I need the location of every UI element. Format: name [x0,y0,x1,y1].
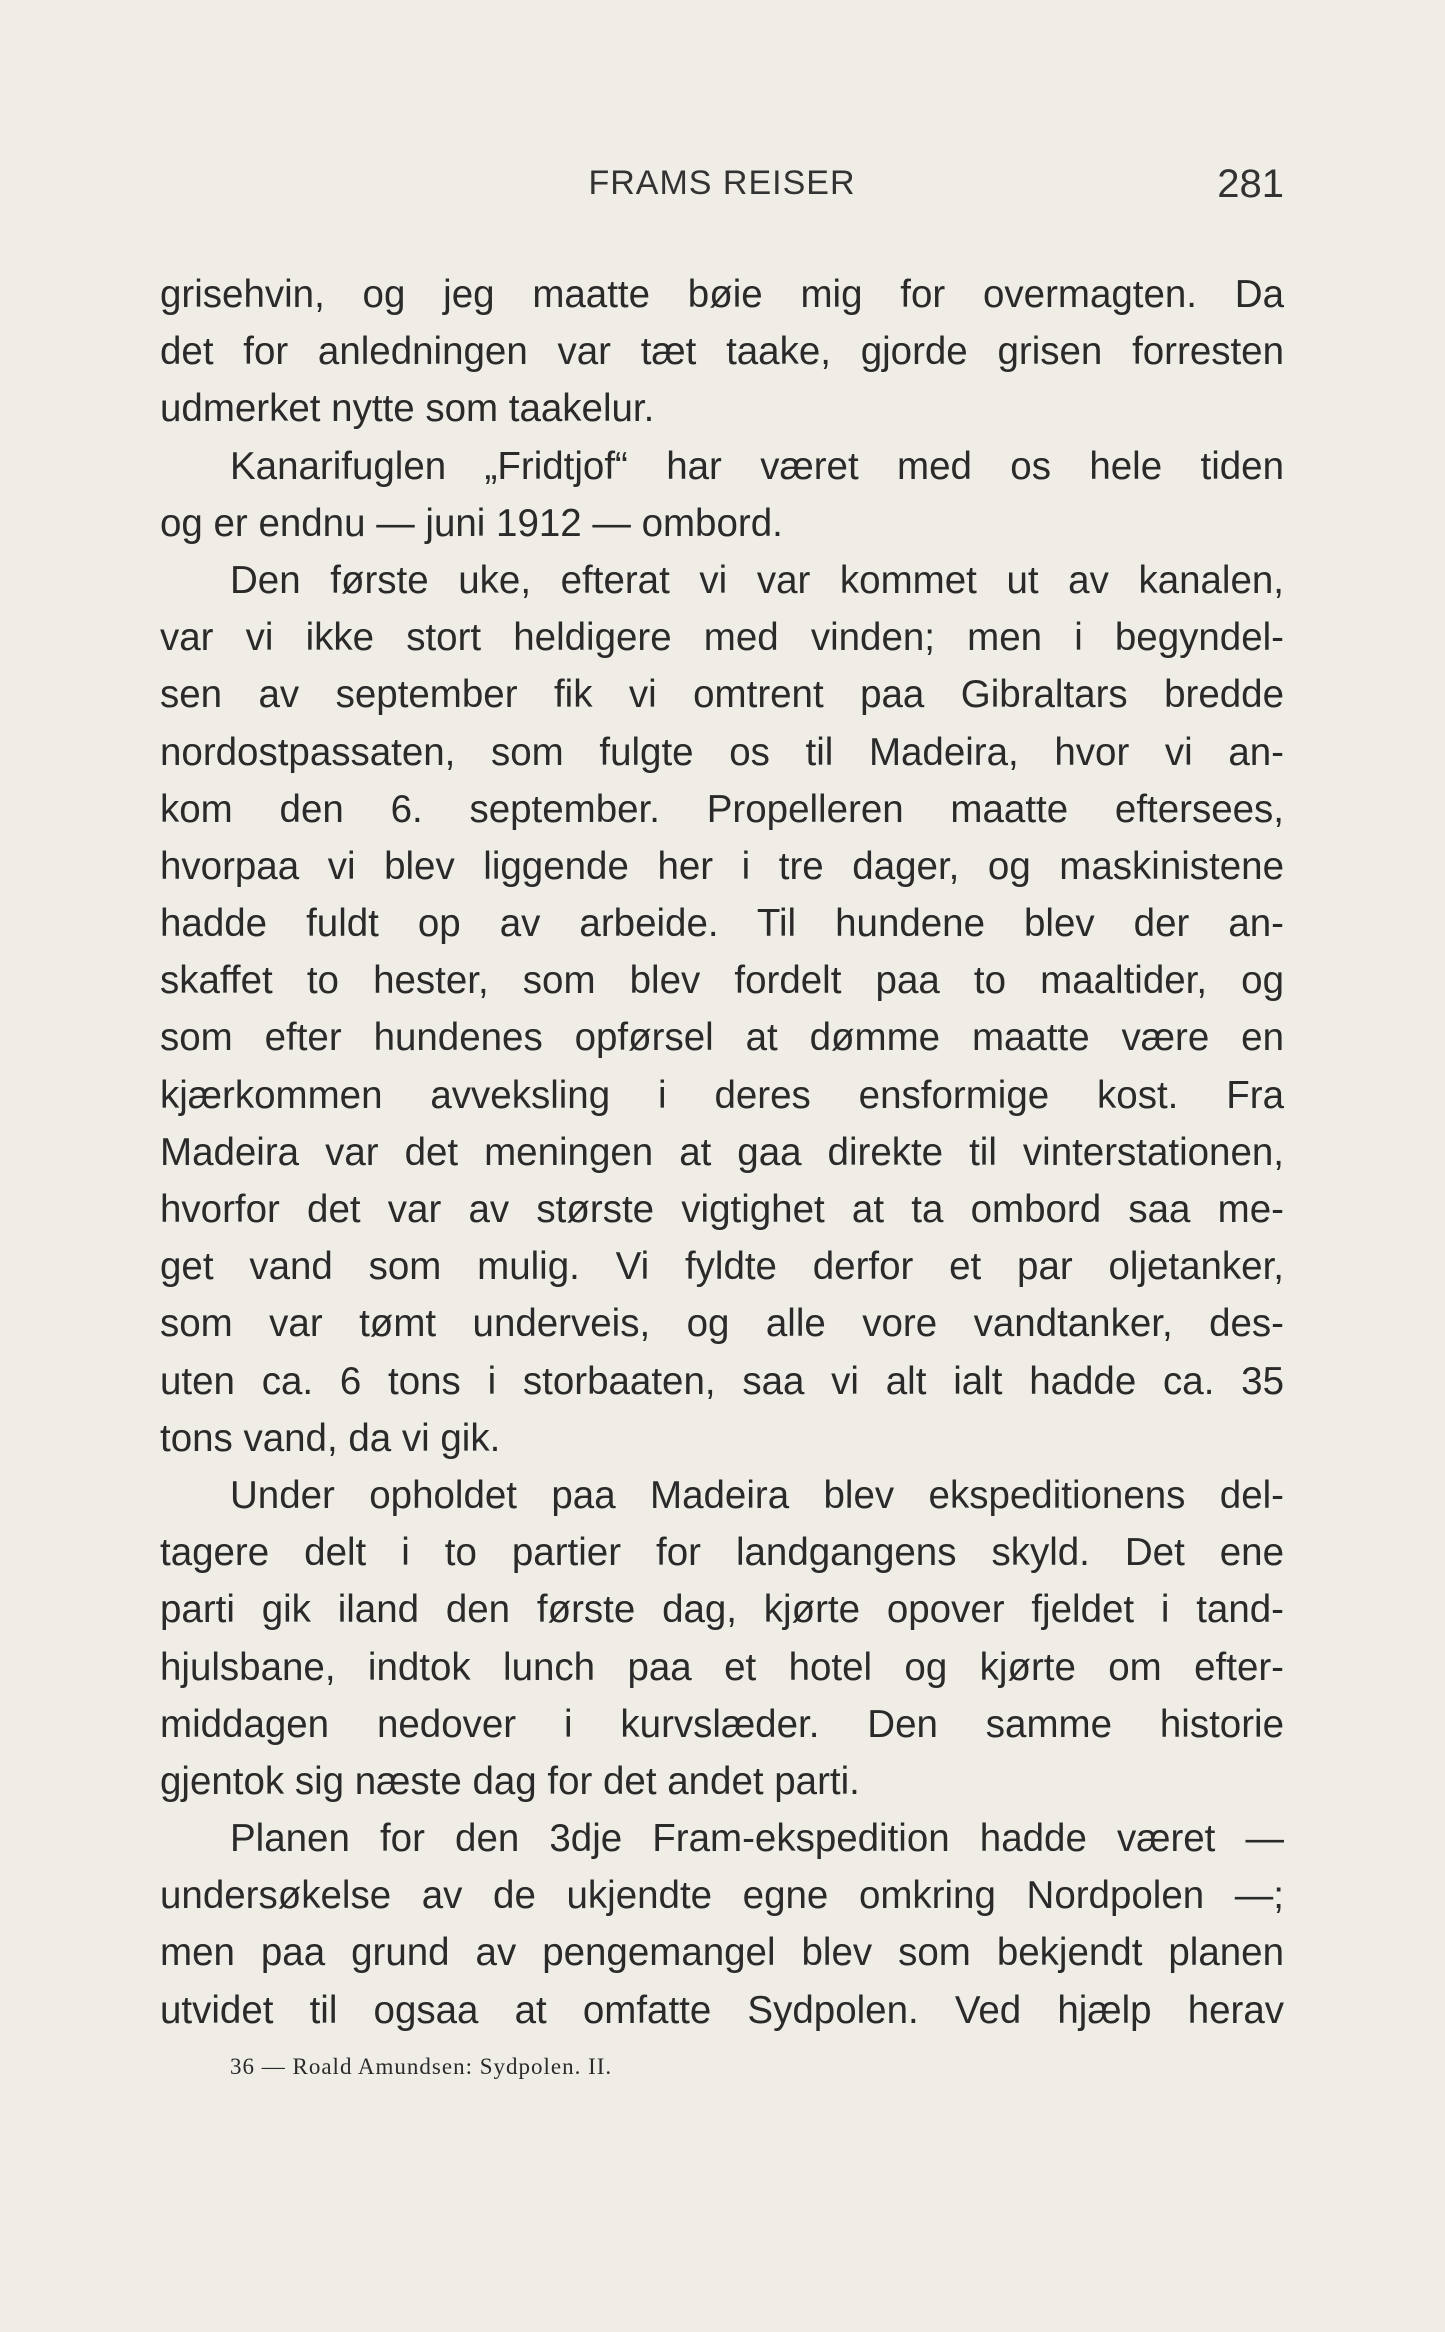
text-line: hadde fuldt op av arbeide. Til hundene blev der an- [160,902,1284,946]
page-number: 281 [1217,162,1284,206]
text-line: undersøkelse av de ukjendte egne omkring Nordpolen —; [160,1874,1284,1918]
text-line: sen av september fik vi omtrent paa Gibraltars bredde [160,673,1284,717]
text-line: tagere delt i to partier for landgangens skyld. Det ene [160,1531,1284,1575]
text-line: gjentok sig næste dag for det andet parti. [160,1759,860,1803]
text-line: skaffet to hester, som blev fordelt paa to maaltider, og [160,959,1284,1003]
text-line: Planen for den 3dje Fram-ekspedition hadde været — [230,1817,1284,1861]
text-line: utvidet til ogsaa at omfatte Sydpolen. Ved hjælp herav [160,1988,1284,2032]
text-line: hvorpaa vi blev liggende her i tre dager, og maskinistene [160,844,1284,888]
text-line: og er endnu — juni 1912 — ombord. [160,501,783,545]
text-line: som efter hundenes opførsel at dømme maatte være en [160,1016,1284,1060]
running-title: FRAMS REISER [588,164,856,202]
text-line: udmerket nytte som taakelur. [160,387,655,431]
text-line: det for anledningen var tæt taake, gjorde grisen forresten [160,330,1284,374]
text-line: kom den 6. september. Propelleren maatte eftersees, [160,787,1284,831]
text-line: var vi ikke stort heldigere med vinden; men i begyndel- [160,616,1284,660]
text-line: nordostpassaten, som fulgte os til Madeira, hvor vi an- [160,730,1284,774]
text-line: Kanarifuglen „Fridtjof“ har været med os hele tiden [230,444,1284,488]
text-line: get vand som mulig. Vi fyldte derfor et par oljetanker, [160,1245,1284,1289]
body-text [160,266,1284,2039]
signature-mark: 36 — Roald Amundsen: Sydpolen. II. [230,2054,613,2079]
text-line: tons vand, da vi gik. [160,1416,501,1460]
text-line: som var tømt underveis, og alle vore vandtanker, des- [160,1302,1284,1346]
text-line: uten ca. 6 tons i storbaaten, saa vi alt ialt hadde ca. 35 [160,1359,1284,1403]
text-line: Under opholdet paa Madeira blev ekspeditionens del- [230,1473,1284,1517]
text-line: hvorfor det var av største vigtighet at ta ombord saa me- [160,1188,1284,1231]
text-line: kjærkommen avveksling i deres ensformige kost. Fra [160,1073,1284,1117]
text-line: middagen nedover i kurvslæder. Den samme historie [160,1702,1284,1746]
text-line: hjulsbane, indtok lunch paa et hotel og kjørte om efter- [160,1645,1284,1689]
text-line: Den første uke, efterat vi var kommet ut av kanalen, [230,558,1284,602]
text-line: grisehvin, og jeg maatte bøie mig for overmagten. Da [160,273,1284,316]
page-header [160,160,1284,210]
text-line: Madeira var det meningen at gaa direkte til vinterstationen, [160,1130,1284,1174]
text-line: parti gik iland den første dag, kjørte opover fjeldet i tand- [160,1588,1284,1632]
text-line: men paa grund av pengemangel blev som bekjendt planen [160,1931,1284,1975]
